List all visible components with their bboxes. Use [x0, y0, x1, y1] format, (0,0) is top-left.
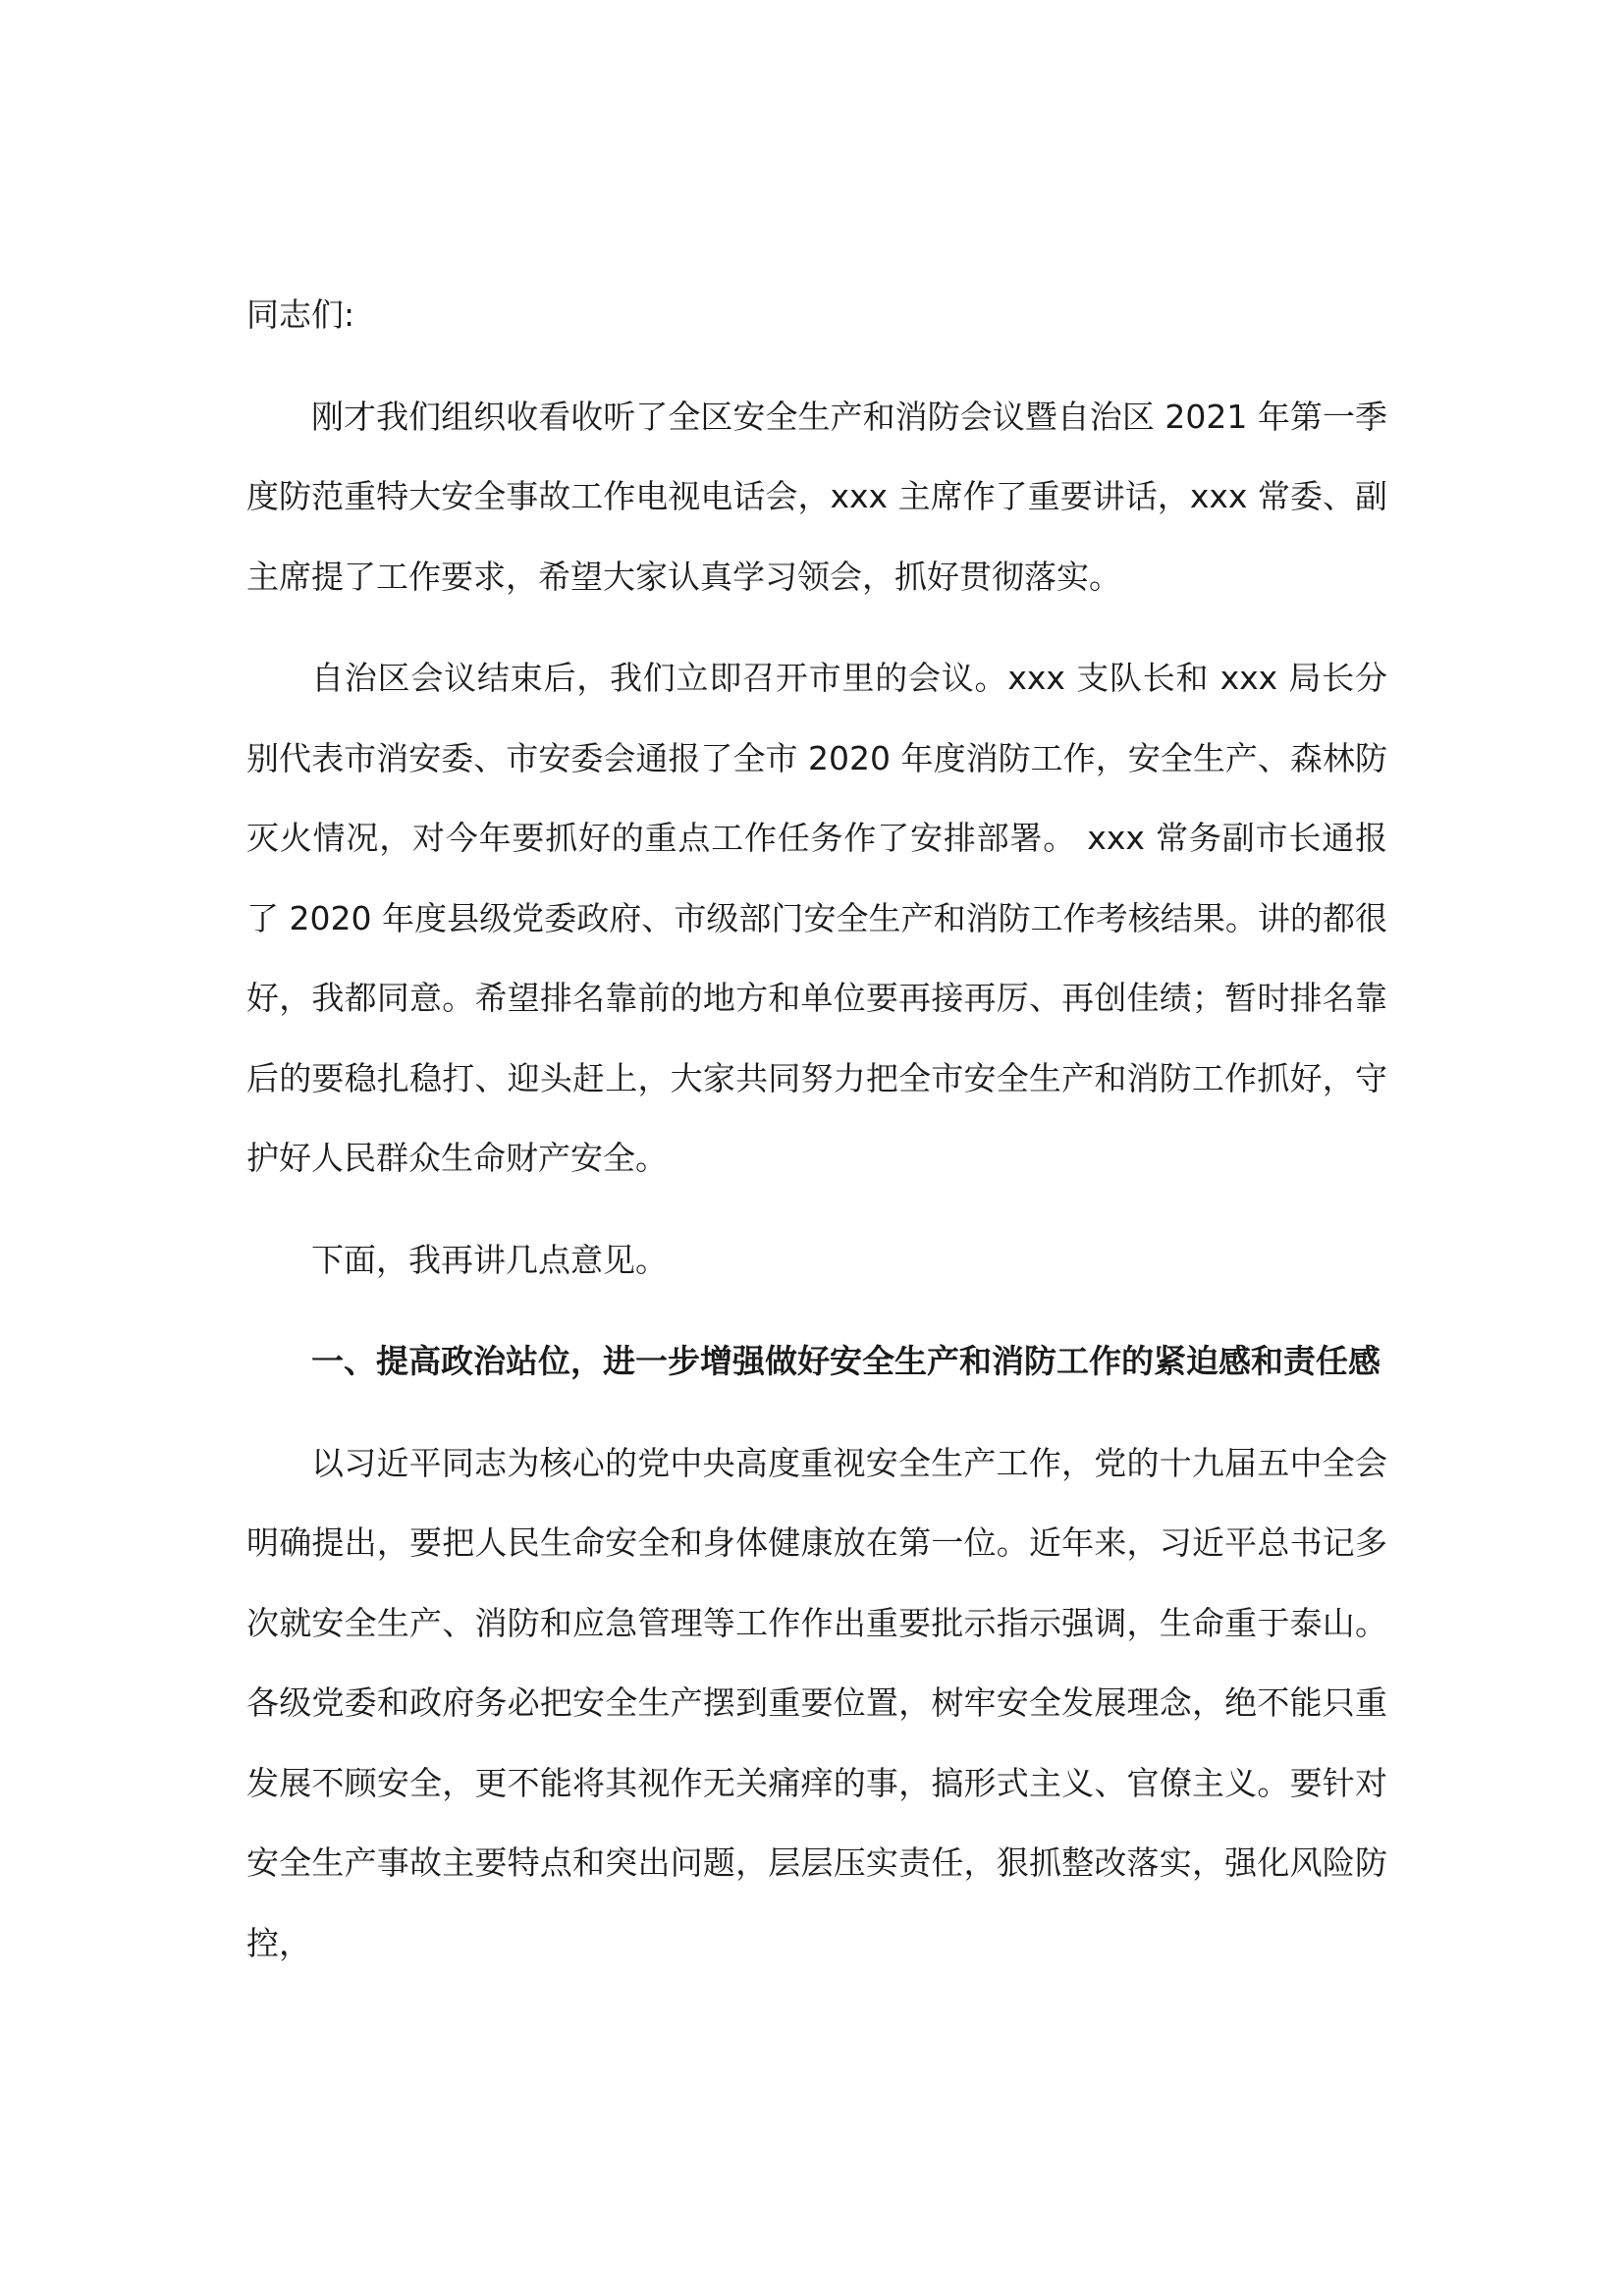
paragraph-transition: 下面，我再讲几点意见。	[311, 1240, 668, 1279]
paragraph-opening: 刚才我们组织收看收听了全区安全生产和消防会议暨自治区 2021 年第一季度防范重特大安全事故工作电视电话会，xxx 主席作了重要讲话，xxx 常委、副主席提了工作要求，希望大家认真学习领会，抓好贯彻落实。	[246, 397, 1387, 596]
section-heading: 一、提高政治站位，进一步增强做好安全生产和消防工作的紧迫感和责任感	[311, 1342, 1380, 1380]
paragraph-meeting-report: 自治区会议结束后，我们立即召开市里的会议。xxx 支队长和 xxx 局长分别代表市消安委、市安委会通报了全市 2020 年度消防工作，安全生产、森林防灭火情况，对今年要抓好的重点工作任务作了安排部署。 xxx 常务副市长通报了 2020 年度县级党委政府、市级部门安全生产和消防工作考核结果。讲的都很好，我都同意。希望排名靠前的地方和单位要再接再厉、再创佳绩；暂时排名靠后的要稳扎稳打、迎头赶上，大家共同努力把全市安全生产和消防工作抓好，守护好人民群众生命财产安全。	[246, 659, 1387, 1177]
salutation: 同志们:	[246, 295, 355, 334]
document-body	[246, 275, 1387, 2004]
section-paragraph: 以习近平同志为核心的党中央高度重视安全生产工作，党的十九届五中全会明确提出，要把人民生命安全和身体健康放在第一位。近年来，习近平总书记多次就安全生产、消防和应急管理等工作作出重要批示指示强调，生命重于泰山。各级党委和政府务必把安全生产摆到重要位置，树牢安全发展理念，绝不能只重发展不顾安全，更不能将其视作无关痛痒的事，搞形式主义、官僚主义。要针对安全生产事故主要特点和突出问题，层层压实责任，狠抓整改落实，强化风险防控，	[246, 1443, 1387, 1962]
